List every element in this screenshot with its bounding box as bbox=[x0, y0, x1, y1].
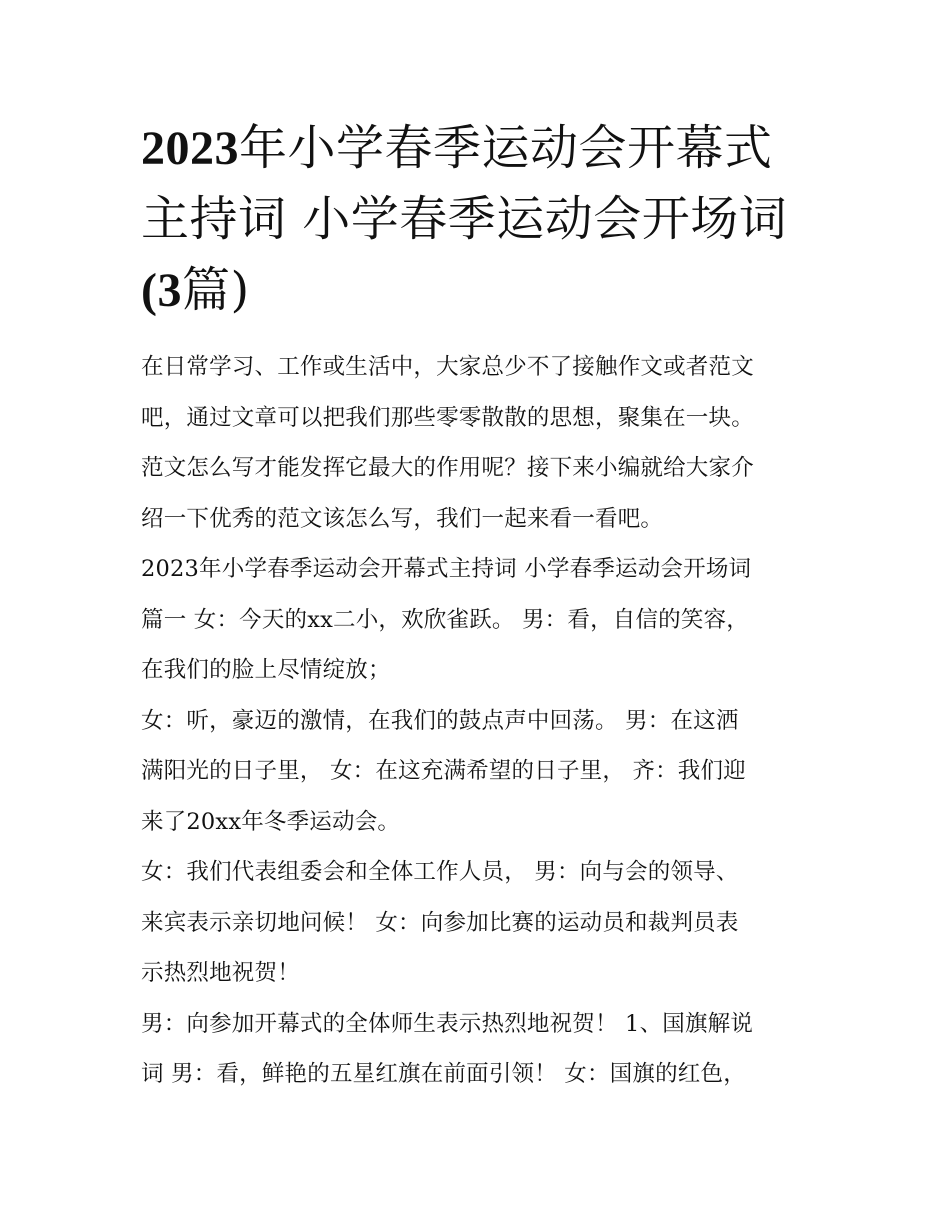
text-line: 来了20xx年冬季运动会。 bbox=[141, 808, 401, 835]
text-line: 词 男：看，鲜艳的五星红旗在前面引领！ 女：国旗的红色， bbox=[141, 1061, 746, 1087]
text-line: 在我们的脸上尽情绽放； bbox=[141, 657, 391, 683]
paragraph-dialogue bbox=[141, 999, 813, 1100]
paragraph-heading bbox=[141, 544, 813, 696]
title-text: 篇) bbox=[181, 262, 250, 318]
text-line: 满阳光的日子里， 女：在这充满希望的日子里， 齐：我们迎 bbox=[141, 758, 746, 784]
text-line: 篇一 女：今天的xx二小，欢欣雀跃。 男：看，自信的笑容， bbox=[141, 606, 749, 633]
document-title bbox=[141, 113, 813, 326]
text-line: 2023年小学春季运动会开幕式主持词 小学春季运动会开场词 bbox=[141, 556, 752, 582]
text-line: 吧，通过文章可以把我们那些零零散散的思想，聚集在一块。 bbox=[141, 404, 754, 431]
text-line: 示热烈地祝贺！ bbox=[141, 960, 300, 986]
title-text: 年小学春季运动会开幕式 bbox=[239, 120, 773, 176]
title-number: 2023 bbox=[141, 122, 239, 175]
paragraph-intro bbox=[141, 342, 813, 544]
text-line: 范文怎么写才能发挥它最大的作用呢？接下来小编就给大家介 bbox=[141, 455, 754, 481]
text-line: 女：我们代表组委会和全体工作人员， 男：向与会的领导、 bbox=[141, 859, 739, 885]
text-line: 男：向参加开幕式的全体师生表示热烈地祝贺！ 1、国旗解说 bbox=[141, 1010, 754, 1037]
title-line bbox=[141, 113, 813, 184]
document-body bbox=[141, 342, 813, 1100]
text-line: 绍一下优秀的范文该怎么写，我们一起来看一看吧。 bbox=[141, 505, 664, 532]
title-line bbox=[141, 184, 813, 255]
text-line: 在日常学习、工作或生活中，大家总少不了接触作文或者范文 bbox=[141, 354, 754, 380]
title-text: 主持词 小学春季运动会开场词 bbox=[141, 191, 788, 247]
title-line bbox=[141, 255, 813, 326]
text-line: 女：听，豪迈的激情，在我们的鼓点声中回荡。 男：在这洒 bbox=[141, 707, 739, 734]
document-page bbox=[141, 113, 813, 1100]
paragraph-dialogue bbox=[141, 696, 813, 848]
text-line: 来宾表示亲切地问候！ 女：向参加比赛的运动员和裁判员表 bbox=[141, 909, 739, 936]
paragraph-dialogue bbox=[141, 847, 813, 999]
title-number: (3 bbox=[141, 264, 182, 317]
